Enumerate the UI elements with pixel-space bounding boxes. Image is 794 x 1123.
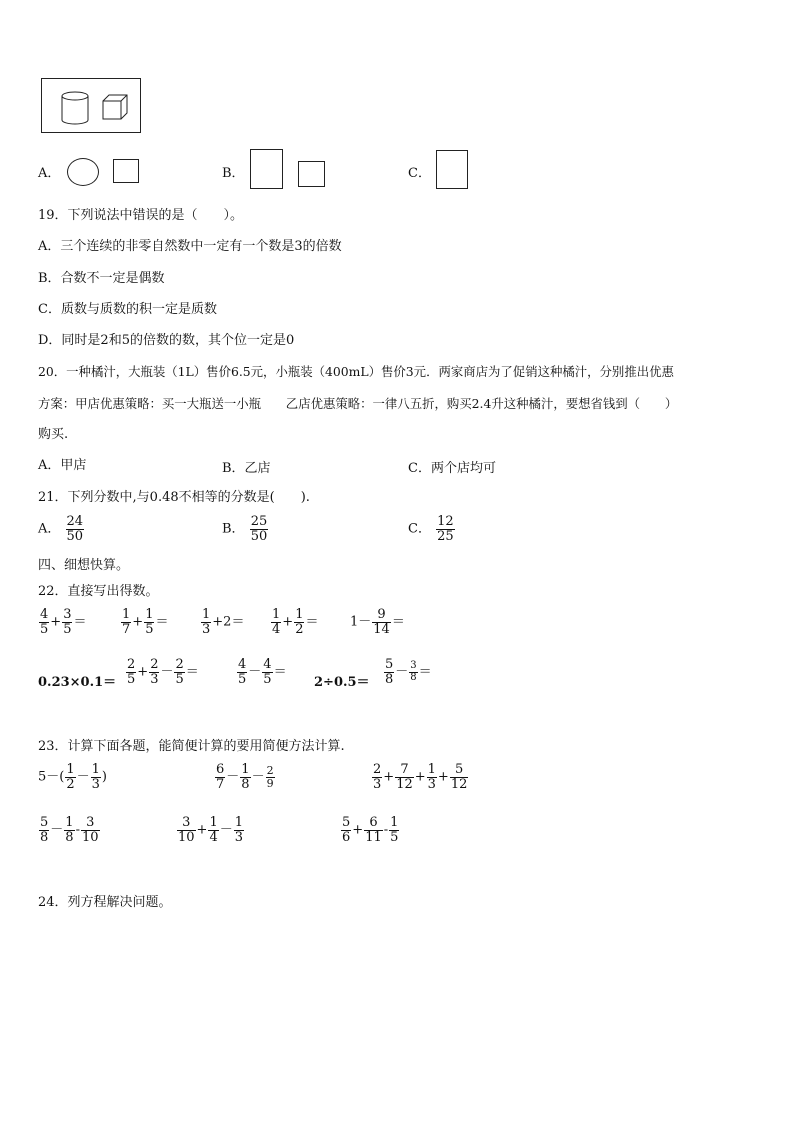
fraction: $\frac{12}{25}$ [437,514,454,544]
section-heading: 四、细想快算。 [38,558,130,573]
solid-figure-box [41,78,141,133]
q22-expression-9: 2÷0.5＝ [314,675,370,690]
option-label: B． [222,521,245,537]
q20-line-1: 20．一种橘汁，大瓶装（1L）售价6.5元，小瓶装（400mL）售价3元．两家商店为了促销这种橘汁，分别推出优惠 [38,364,674,379]
cylinder-icon [62,92,88,124]
q23-expression-3: $\frac{2}{3}$ + $\frac{7}{12}$ + $\frac{1}{3}$ + $\frac{5}{12}$ [373,762,468,792]
q22-expression-4: $\frac{1}{4}$ + $\frac{1}{2}$ ＝ [272,607,319,637]
fraction: $\frac{25}{50}$ [250,514,268,544]
fraction: $\frac{24}{50}$ [66,514,84,544]
q22-stem: 22．直接写出得数。 [38,584,159,599]
q23-expression-6: $\frac{5}{6}$ + $\frac{6}{11}$ - $\frac{1}{5}$ [342,815,399,845]
q24-stem: 24．列方程解决问题。 [38,895,172,910]
rectangle-icon [250,149,283,189]
cube-icon [103,95,127,119]
q20-line-3: 购买. [38,427,69,442]
square-icon [298,161,325,187]
q22-expression-3: $\frac{1}{3}$ +2＝ [202,607,245,637]
q19-option-a: A．三个连续的非零自然数中一定有一个数是3的倍数 [38,239,342,254]
q19-option-d: D．同时是2和5的倍数的数，其个位一定是0 [38,333,295,348]
circle-icon [67,158,99,186]
rectangle-icon [436,150,468,189]
q20-option-a: A．甲店 [38,458,87,473]
cylinder-cube-figure [42,79,140,132]
q23-expression-2: $\frac{6}{7}$ － $\frac{1}{8}$ － $\frac{2}{9}$ [216,762,274,792]
q22-expression-1: $\frac{4}{5}$ + $\frac{3}{5}$ ＝ [40,607,87,637]
q20-line-2: 方案：甲店优惠策略：买一大瓶送一小瓶 乙店优惠策略：一律八五折，购买2.4升这种橘汁，要想省钱到（ ） [38,396,678,411]
q18-option-b-label: B． [222,166,245,181]
q18-option-a-label: A． [38,166,61,181]
q22-expression-6: 0.23×0.1＝ [38,675,117,690]
q22-expression-2: $\frac{1}{7}$ + $\frac{1}{5}$ ＝ [122,607,169,637]
q22-expression-10: $\frac{5}{8}$ － $\frac{3}{8}$ ＝ [385,657,432,687]
option-label: C． [408,521,431,537]
q20-option-c: C．两个店均可 [408,461,496,476]
q21-option-a [38,515,85,543]
q23-expression-4: $\frac{5}{8}$ － $\frac{1}{8}$ - $\frac{3}{10}$ [40,815,99,845]
option-label: A． [38,521,61,537]
q21-option-c [408,515,456,543]
q22-expression-8: $\frac{4}{5}$ － $\frac{4}{5}$ ＝ [238,657,287,687]
q19-stem: 19．下列说法中错误的是（ ）。 [38,208,244,223]
square-icon [113,159,139,183]
q20-option-b: B．乙店 [222,461,271,476]
q23-expression-5: $\frac{3}{10}$ + $\frac{1}{4}$ － $\frac{1}{3}$ [178,815,244,845]
q18-option-c-label: C． [408,166,431,181]
q23-expression-1: 5－( $\frac{1}{2}$ － $\frac{1}{3}$ ) [38,762,107,792]
q21-stem: 21．下列分数中,与0.48不相等的分数是( ). [38,490,310,505]
q21-option-b [222,515,269,543]
q19-option-c: C．质数与质数的积一定是质数 [38,302,217,317]
q19-option-b: B．合数不一定是偶数 [38,271,165,286]
q23-stem: 23．计算下面各题，能简便计算的要用简便方法计算. [38,739,345,754]
q22-expression-5: 1－ $\frac{9}{14}$ ＝ [350,607,405,637]
q22-expression-7: $\frac{2}{5}$ + $\frac{2}{3}$ － $\frac{2}{5}$ ＝ [127,657,199,687]
